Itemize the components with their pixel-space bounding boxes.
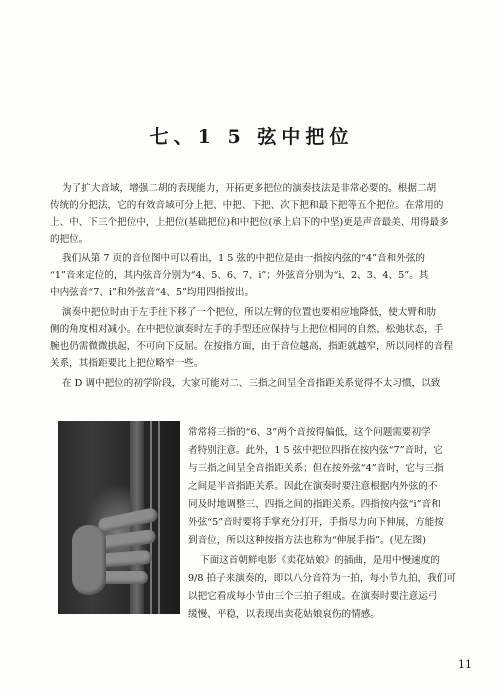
paragraph-line: 之间是半音指距关系。因此在演奏时要注意根据内外弦的不 [188,481,438,492]
paragraph-line: 常常将三指的“6、3”两个音按得偏低，这个问题需要初学 [188,427,431,438]
paragraph-line: 关系，其指距要比上把位略窄一些。 [50,358,204,369]
paragraph-line: 以把它看成每小节由三个三拍子组成。在演奏时要注意运弓 [188,591,438,602]
paragraph-line: 缓慢、平稳，以表现出卖花姑娘哀伤的情感。 [188,609,380,620]
paragraph-line: 腕也仍需微微拱起，不可向下反屈。在按指方面，由于音位越高，指距就越窄，所以同样的音程 [50,341,453,352]
paragraph-line: 下面这首朝鲜电影《卖花姑娘》的插曲，是用中慢速度的 [200,555,440,566]
section-title: 七、1 5 弦中把位 [149,126,354,148]
paragraph-line: 者特别注意。此外，1 5 弦中把位四指在按内弦“7”音时，它 [188,445,443,456]
paragraph-line: 我们从第 7 页的音位图中可以看出，1 5 弦的中把位是由一指按内弦的“4”音和外弦的 [62,253,426,264]
paragraph-line: 中内弦音“7、i”和外弦音“4、5”均用四指按出。 [50,287,255,298]
paragraph-line: 的把位。 [50,234,89,245]
page-number: 11 [458,658,472,671]
paragraph-line: 为了扩大音域，增强二胡的表现能力，开拓更多把位的演奏技法是非常必要的。根据二胡 [62,183,437,194]
outer-string [158,421,160,614]
paragraph-line: 到音位，所以这种按指方法也称为“伸展手指”。(见左图) [188,535,426,546]
paragraph-line: 9/8 拍子来演奏的，即以八分音符为一拍，每小节九拍，我们可 [188,573,456,584]
palm [72,525,106,595]
paragraph-line: 侧的角度相对减小。在中把位演奏时左手的手型还应保持与上把位相同的自然、松弛状态，手 [50,324,444,335]
paragraph-line: 外弦“5”音时要将手掌充分打开，手指尽力向下伸展，方能按 [188,517,444,528]
hand-position-photo [58,421,180,614]
paragraph-line: 同及时地调整三、四指之间的指距关系。四指按内弦“i”音和 [188,499,441,510]
paragraph-line: 演奏中把位时由于左手往下移了一个把位，所以左臂的位置也要相应地降低，使大臂和肋 [62,307,437,318]
paragraph-line: 上、中、下三个把位中，上把位(基础把位)和中把位(承上启下的中坚)更是声音最美、用得最多 [50,217,449,228]
paragraph-line: 传统的分把法，它的有效音域可分上把、中把、下把、次下把和最下把等五个把位。在常用的 [50,200,444,211]
paragraph-line: 与三指之间呈全音指距关系；但在按外弦“4”音时，它与三指 [188,463,444,474]
paragraph-line: 在 D 调中把位的初学阶段，大家可能对二、三指之间呈全音指距关系觉得不太习惯，以致 [62,378,441,389]
paragraph-line: “1”音来定位的，其内弦音分别为“4、5、6、7、i”；外弦音分别为“i、2、3、4、5”。其 [50,270,429,281]
